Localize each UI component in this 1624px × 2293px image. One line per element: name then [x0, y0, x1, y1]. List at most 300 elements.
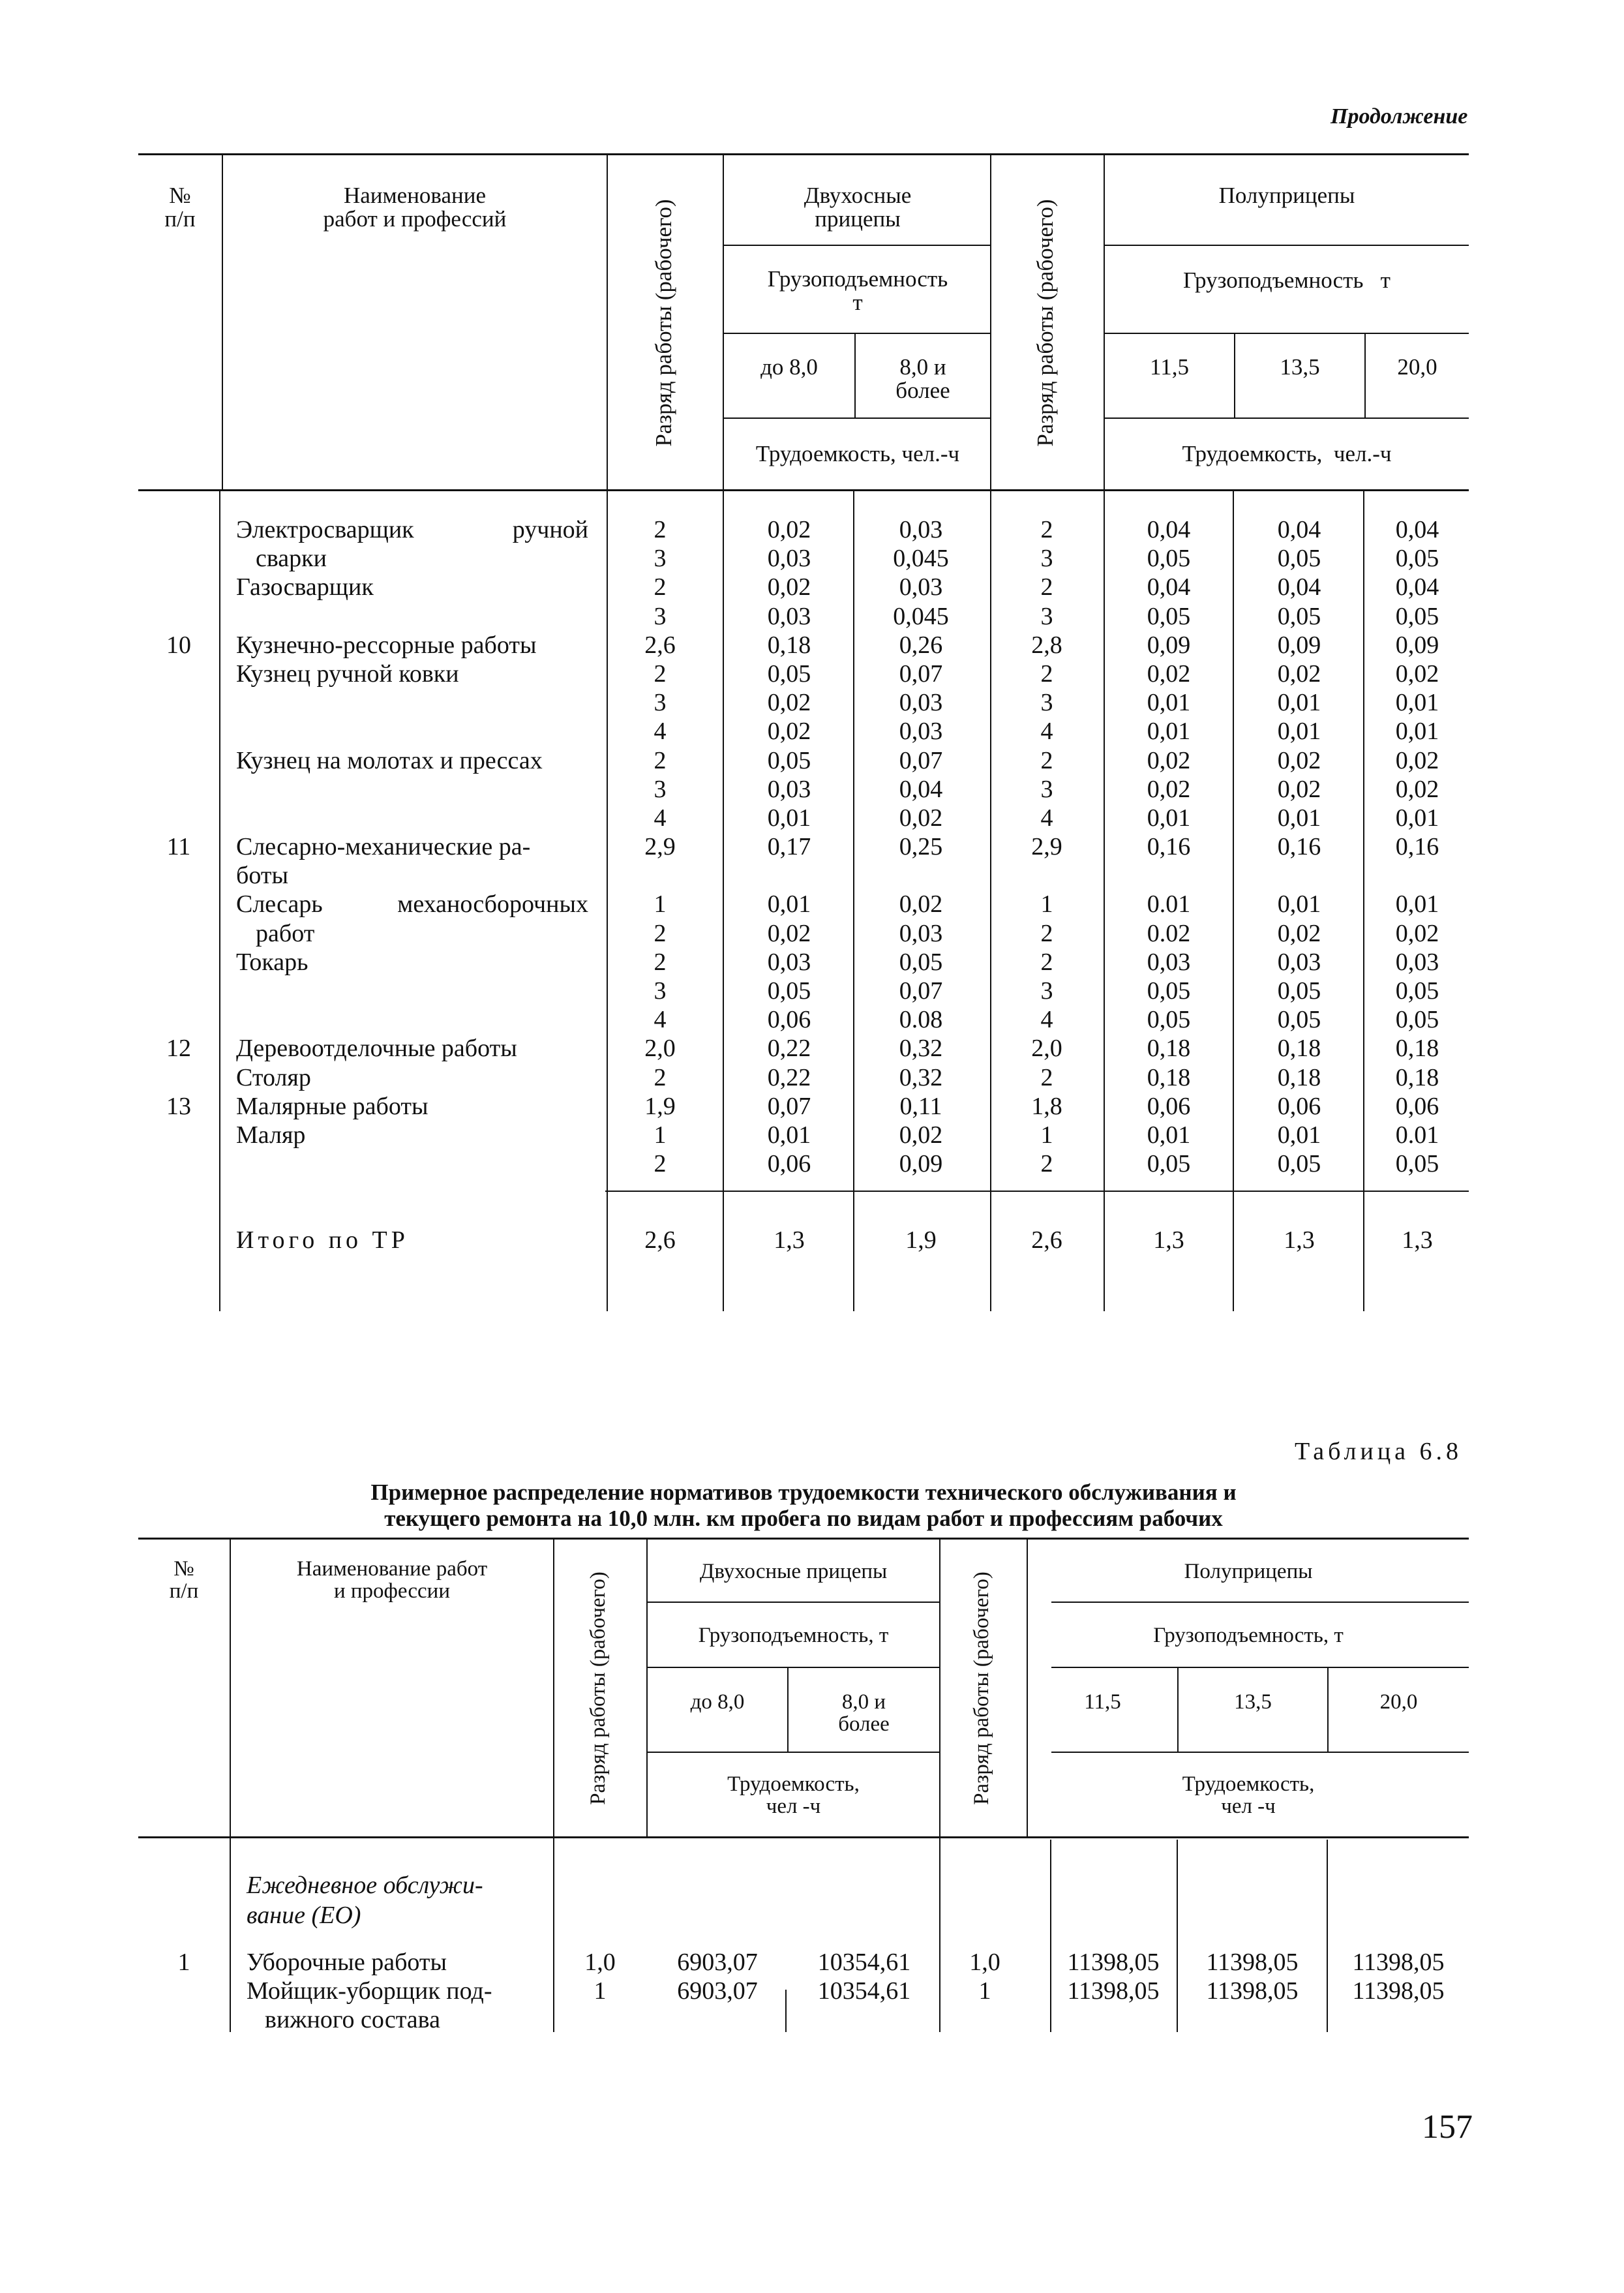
t1-cell-a: 0,02 — [767, 689, 811, 717]
t1-cell-rank2: 2 — [1040, 948, 1053, 976]
t1-total-s200: 1,3 — [1402, 1226, 1433, 1254]
t2-cell-num — [138, 2005, 230, 2034]
t1-cell-num — [138, 1063, 219, 1092]
t2-column-rank2 — [946, 1948, 1024, 2034]
t2-header-capacity: Грузоподъемность, т — [698, 1624, 889, 1647]
t1-cell-s1: 0,02 — [1147, 746, 1191, 774]
t1-header-rank: Разряд работы (рабочего) — [651, 199, 676, 447]
t1-cell-s3: 0,01 — [1395, 804, 1439, 832]
t1-header-s135: 13,5 — [1280, 354, 1320, 380]
t1-header-labor-semi: Трудоемкость, чел.-ч — [1182, 441, 1392, 466]
t1-header-semi: Полуприцепы — [1218, 183, 1355, 208]
t2-header-num: № п/п — [169, 1557, 199, 1603]
t2-cell-b: 10354,61 — [817, 1949, 911, 1976]
t2-cell-b: 10354,61 — [817, 1977, 911, 2005]
t1-cell-rank2: 2 — [1040, 746, 1053, 774]
t2-header-rule-3b — [1051, 1752, 1469, 1753]
t2-top-rule — [138, 1538, 1469, 1540]
t1-cell-rank: 2 — [654, 1150, 667, 1178]
t2-header-rank2: Разряд работы (рабочего) — [970, 1572, 993, 1805]
t1-cell-rank: 3 — [654, 977, 667, 1005]
t1-cell-a: 0,02 — [767, 573, 811, 601]
t1-cell-a: 0,03 — [767, 545, 811, 573]
t1-cell-s2: 0,02 — [1277, 660, 1321, 688]
t1-cell-s2: 0,16 — [1277, 833, 1321, 861]
t1-cell-num — [138, 573, 219, 601]
t1-cell-s1: 0.01 — [1147, 890, 1191, 919]
t1-cell-a: 0,22 — [767, 1035, 811, 1063]
t1-cell-b: 0,03 — [899, 718, 943, 746]
t1-header-rule-3b — [1104, 418, 1469, 419]
t1-cell-rank: 1,9 — [644, 1092, 676, 1120]
t1-cell-num — [138, 775, 219, 804]
t1-cell-name — [236, 775, 594, 804]
t2-vrule-name — [553, 1538, 554, 2032]
t1-cell-num — [138, 1121, 219, 1149]
t2-header-two-axle: Двухосные прицепы — [699, 1560, 888, 1583]
t1-vrule-name — [219, 491, 220, 1311]
t1-cell-rank2: 1,8 — [1031, 1092, 1062, 1120]
t2-header-s115: 11,5 — [1084, 1690, 1121, 1714]
t1-header-capacity: Грузоподъемность т — [767, 266, 948, 315]
t1-header-rule-3 — [724, 418, 991, 419]
t2-vrule-upto8-body — [785, 1990, 787, 2032]
t1-cell-s2: 0,06 — [1277, 1092, 1321, 1120]
t1-cell-name: Слесарь механосборочных — [236, 890, 588, 919]
t1-cell-rank2: 3 — [1040, 602, 1053, 630]
t1-cell-s3: 0,05 — [1395, 1150, 1439, 1178]
t1-cell-s3: 0,05 — [1395, 977, 1439, 1005]
t1-cell-name: работ — [256, 919, 315, 947]
t1-cell-s1: 0,05 — [1147, 602, 1191, 630]
t2-cell-num — [138, 1977, 230, 2005]
t1-cell-s1: 0,06 — [1147, 1092, 1191, 1120]
t1-cell-s2: 0,09 — [1277, 631, 1321, 659]
t1-cell-b: 0,045 — [893, 602, 949, 630]
t1-cell-s2: 0,05 — [1277, 545, 1321, 573]
t1-cell-s3: 0,01 — [1395, 890, 1439, 919]
t1-cell-a: 0,07 — [767, 1092, 811, 1120]
t1-cell-num — [138, 804, 219, 832]
t1-cell-rank2: 2 — [1040, 919, 1053, 947]
t1-cell-a: 0,05 — [767, 660, 811, 688]
t1-cell-rank: 4 — [654, 718, 667, 746]
t1-cell-b: 0,02 — [899, 890, 943, 919]
t1-cell-s1: 0,05 — [1147, 1006, 1191, 1034]
t2-header-over8: 8,0 и более — [838, 1690, 890, 1736]
t1-cell-rank2: 4 — [1040, 804, 1053, 832]
t1-cell-name: Кузнец ручной ковки — [236, 660, 459, 688]
t2-cell-rank2: 1,0 — [969, 1949, 1000, 1976]
t2-cell-s2: 11398,05 — [1206, 1949, 1299, 1976]
t1-cell-rank: 2 — [654, 516, 667, 543]
continuation-label: Продолжение — [1331, 104, 1468, 129]
t2-column-upto8 — [662, 1948, 773, 2034]
t1-cell-a: 0,17 — [767, 833, 811, 861]
t1-cell-a: 0,03 — [767, 948, 811, 976]
t1-cell-name — [236, 602, 594, 631]
page-number: 157 — [1422, 2108, 1473, 2146]
t1-cell-s3: 0,18 — [1395, 1063, 1439, 1091]
t1-cell-rank2: 3 — [1040, 977, 1053, 1005]
t2-header-rule-2 — [648, 1667, 939, 1668]
t1-header-two-axle: Двухосные прицепы — [804, 183, 912, 232]
t1-cell-rank2: 2 — [1040, 516, 1053, 543]
t2-cell-b — [805, 2005, 923, 2034]
t1-cell-s2: 0,01 — [1277, 718, 1321, 746]
t2-cell-s2 — [1178, 2005, 1327, 2034]
t1-cell-s3: 0,05 — [1395, 1006, 1439, 1034]
t1-cell-s2: 0,05 — [1277, 977, 1321, 1005]
t2-cell-rank: 1,0 — [584, 1949, 616, 1976]
t2-header-labor: Трудоемкость, чел -ч — [727, 1772, 860, 1818]
t2-cell-s1: 11398,05 — [1067, 1949, 1160, 1976]
t1-total-s135: 1,3 — [1284, 1226, 1315, 1254]
t1-header-rule-1b — [1104, 245, 1469, 246]
t2-column-s115 — [1050, 1948, 1177, 2034]
t1-total-rank2: 2,6 — [1031, 1226, 1062, 1254]
t1-cell-s3: 0,01 — [1395, 689, 1439, 717]
t1-header-rank2: Разряд работы (рабочего) — [1032, 199, 1058, 447]
t1-cell-a: 0,03 — [767, 602, 811, 630]
t1-column-name — [236, 515, 594, 1178]
t2-cell-a: 6903,07 — [677, 1949, 758, 1976]
t1-cell-s3: 0,18 — [1395, 1035, 1439, 1063]
t1-cell-s1: 0,02 — [1147, 660, 1191, 688]
t1-cell-num: 10 — [166, 631, 191, 659]
t1-cell-s2: 0,05 — [1277, 602, 1321, 630]
t2-header-rank: Разряд работы (рабочего) — [586, 1572, 610, 1805]
t1-cell-rank2: 4 — [1040, 1006, 1053, 1034]
t1-cell-num — [138, 1005, 219, 1034]
t2-cell-rank — [561, 2005, 639, 2034]
t1-cell-name: Токарь — [236, 948, 308, 976]
t1-cell-a: 0,06 — [767, 1150, 811, 1178]
t1-header-bottom-rule — [138, 489, 1469, 491]
t1-cell-s2: 0,01 — [1277, 1121, 1321, 1149]
t1-cell-rank2: 2,0 — [1031, 1035, 1062, 1063]
t2-header-labor-semi: Трудоемкость, чел -ч — [1182, 1772, 1315, 1818]
t1-cell-b: 0,03 — [899, 689, 943, 717]
t1-cell-rank2: 3 — [1040, 545, 1053, 573]
t1-total-upto8: 1,3 — [774, 1226, 805, 1254]
t1-cell-s2: 0,01 — [1277, 689, 1321, 717]
t1-vrule-semi — [1104, 153, 1105, 1311]
t1-cell-s3: 0,05 — [1395, 602, 1439, 630]
t1-cell-s1: 0,09 — [1147, 631, 1191, 659]
t1-total-rule — [605, 1191, 1469, 1192]
t1-cell-num: 11 — [166, 833, 191, 861]
t1-header-s200: 20,0 — [1397, 354, 1437, 380]
t1-cell-b: 0,11 — [899, 1092, 942, 1120]
t2-header-semi: Полуприцепы — [1184, 1560, 1313, 1583]
t2-cell-name: Уборочные работы — [247, 1949, 447, 1976]
t1-cell-s2: 0,05 — [1277, 1006, 1321, 1034]
t2-header-rule-2b — [1051, 1667, 1469, 1668]
t1-cell-name — [236, 977, 594, 1005]
t1-cell-num — [138, 919, 219, 948]
t2-section-eo: Ежедневное обслужи- вание (ЕО) — [247, 1872, 483, 1929]
t1-cell-s3: 0,16 — [1395, 833, 1439, 861]
t1-cell-b: 0,03 — [899, 516, 943, 543]
t1-cell-num — [138, 688, 219, 717]
t1-cell-rank: 2,9 — [644, 833, 676, 861]
t1-cell-s3: 0,01 — [1395, 718, 1439, 746]
t1-header-num: № п/п — [164, 183, 196, 232]
t1-cell-s1: 0,18 — [1147, 1063, 1191, 1091]
t1-cell-name: Слесарно-механические ра- — [236, 833, 531, 861]
t2-header-bottom-rule — [138, 1836, 1469, 1838]
t1-cell-a: 0,05 — [767, 746, 811, 774]
t1-header-s115: 11,5 — [1150, 354, 1189, 380]
t1-cell-num — [138, 948, 219, 977]
t1-cell-b: 0,09 — [899, 1150, 943, 1178]
t1-cell-s3: 0,02 — [1395, 660, 1439, 688]
t1-cell-s1: 0,18 — [1147, 1035, 1191, 1063]
t1-cell-rank: 2 — [654, 573, 667, 601]
t1-cell-s3: 0,06 — [1395, 1092, 1439, 1120]
table-2-label: Таблица 6.8 — [1295, 1438, 1463, 1465]
t1-cell-s2: 0,01 — [1277, 890, 1321, 919]
t2-header-capacity-semi: Грузоподъемность, т — [1153, 1624, 1344, 1647]
t1-cell-rank: 2 — [654, 746, 667, 774]
t2-cell-s1 — [1050, 2005, 1177, 2034]
t1-cell-rank: 2 — [654, 1063, 667, 1091]
t1-column-s200 — [1375, 515, 1460, 1178]
t1-cell-name — [236, 1149, 594, 1178]
t1-cell-s1 — [1123, 861, 1214, 890]
t1-cell-s2 — [1254, 861, 1345, 890]
t1-cell-s2: 0,02 — [1277, 746, 1321, 774]
t1-cell-s2: 0,04 — [1277, 516, 1321, 543]
t1-vrule-two-axle — [723, 153, 724, 1311]
t1-cell-num — [138, 660, 219, 688]
t2-cell-rank: 1 — [594, 1977, 607, 2005]
t1-cell-b: 0,05 — [899, 948, 943, 976]
t1-cell-b: 0,26 — [899, 631, 943, 659]
t1-cell-rank2: 2 — [1040, 1150, 1053, 1178]
t1-cell-s1: 0,05 — [1147, 1150, 1191, 1178]
t1-cell-num — [138, 977, 219, 1005]
t1-column-num — [138, 515, 219, 1178]
t1-cell-b: 0,04 — [899, 775, 943, 803]
t1-cell-a: 0,01 — [767, 804, 811, 832]
t1-column-rank2 — [1014, 515, 1079, 1178]
t1-total-s115: 1,3 — [1153, 1226, 1184, 1254]
t1-cell-rank: 2,6 — [644, 631, 676, 659]
t1-cell-s3: 0,02 — [1395, 919, 1439, 947]
t1-cell-s3: 0,02 — [1395, 746, 1439, 774]
t1-cell-s1: 0,03 — [1147, 948, 1191, 976]
t1-cell-rank: 2 — [654, 919, 667, 947]
t1-cell-s2: 0,18 — [1277, 1035, 1321, 1063]
t1-cell-s1: 0.02 — [1147, 919, 1191, 947]
t1-header-over8: 8,0 и более — [895, 354, 950, 403]
t1-cell-rank: 3 — [654, 689, 667, 717]
t1-header-upto8: до 8,0 — [760, 354, 818, 380]
t1-cell-b: 0,32 — [899, 1035, 943, 1063]
t1-cell-name — [236, 804, 594, 832]
t1-cell-name: Кузнечно-рессорные работы — [236, 631, 537, 659]
t1-cell-b: 0,02 — [899, 804, 943, 832]
t1-cell-s3: 0,09 — [1395, 631, 1439, 659]
t2-header-rule-1 — [648, 1602, 939, 1603]
t1-cell-num — [138, 602, 219, 631]
t2-column-s135 — [1178, 1948, 1327, 2034]
t1-cell-name: сварки — [256, 545, 327, 573]
t1-cell-rank2: 3 — [1040, 689, 1053, 717]
t1-header-capacity-semi: Грузоподъемность т — [1183, 267, 1391, 293]
t1-cell-a: 0,01 — [767, 1121, 811, 1149]
t1-cell-rank: 4 — [654, 804, 667, 832]
t1-cell-b: 0,32 — [899, 1063, 943, 1091]
t1-cell-rank: 3 — [654, 775, 667, 803]
t2-cell-name: вижного состава — [265, 2006, 440, 2033]
t1-cell-b: 0,25 — [899, 833, 943, 861]
t2-column-over8 — [805, 1948, 923, 2034]
t1-vrule-upto8-body — [853, 491, 854, 1311]
t1-cell-rank2 — [1014, 861, 1079, 890]
t1-header-rule-2 — [724, 333, 991, 334]
t1-cell-rank2: 4 — [1040, 718, 1053, 746]
t1-cell-s1: 0,16 — [1147, 833, 1191, 861]
t1-cell-s1: 0,01 — [1147, 1121, 1191, 1149]
t1-cell-num: 13 — [166, 1092, 191, 1120]
t1-cell-s3: 0,02 — [1395, 775, 1439, 803]
t1-cell-num — [138, 515, 219, 544]
t1-cell-s2: 0,05 — [1277, 1150, 1321, 1178]
t1-cell-a: 0,18 — [767, 631, 811, 659]
t1-cell-s1: 0,04 — [1147, 573, 1191, 601]
t1-cell-rank: 2 — [654, 948, 667, 976]
t2-header-rule-1b — [1051, 1602, 1469, 1603]
t2-header-name: Наименование работ и профессии — [296, 1557, 488, 1603]
t1-cell-s1: 0,05 — [1147, 545, 1191, 573]
t1-cell-rank2: 2 — [1040, 1063, 1053, 1091]
t1-cell-s2: 0,04 — [1277, 573, 1321, 601]
t1-cell-b: 0,07 — [899, 660, 943, 688]
t1-cell-name — [236, 1005, 594, 1034]
t1-cell-rank2: 2,9 — [1031, 833, 1062, 861]
t1-cell-b: 0,02 — [899, 1121, 943, 1149]
t1-cell-b: 0,03 — [899, 573, 943, 601]
t1-vrule-rank — [607, 153, 608, 1311]
t1-cell-b — [875, 861, 967, 890]
t2-cell-name: Мойщик-уборщик под- — [247, 1977, 492, 2005]
t1-cell-s1: 0,02 — [1147, 775, 1191, 803]
t2-column-s200 — [1328, 1948, 1469, 2034]
t1-cell-b: 0.08 — [899, 1006, 943, 1034]
t1-column-over8 — [875, 515, 967, 1178]
t1-cell-s3: 0,03 — [1395, 948, 1439, 976]
t1-cell-s2: 0,03 — [1277, 948, 1321, 976]
t1-cell-name: Малярные работы — [236, 1092, 429, 1120]
t1-cell-s3: 0.01 — [1395, 1121, 1439, 1149]
t2-cell-a: 6903,07 — [677, 1977, 758, 2005]
t1-cell-s1: 0,01 — [1147, 689, 1191, 717]
t2-cell-s3: 11398,05 — [1352, 1949, 1445, 1976]
t1-cell-rank2: 2 — [1040, 660, 1053, 688]
t1-cell-name: Электросварщик ручной — [236, 516, 588, 543]
t1-total-label: Итого по ТР — [236, 1226, 409, 1254]
t2-header-rule-3 — [648, 1752, 939, 1753]
t1-top-rule — [138, 153, 1469, 155]
t1-cell-rank2: 2,8 — [1031, 631, 1062, 659]
t1-cell-num — [138, 890, 219, 919]
t1-header-rule-1 — [724, 245, 991, 246]
t1-cell-rank: 2,0 — [644, 1035, 676, 1063]
t1-cell-rank: 3 — [654, 545, 667, 573]
t1-cell-s1: 0,05 — [1147, 977, 1191, 1005]
t1-cell-s3: 0,05 — [1395, 545, 1439, 573]
t1-cell-b: 0,03 — [899, 919, 943, 947]
t1-cell-a: 0,02 — [767, 516, 811, 543]
t1-cell-name: Маляр — [236, 1121, 306, 1149]
t1-header-name: Наименование работ и профессий — [323, 183, 507, 232]
t1-cell-s3: 0,04 — [1395, 516, 1439, 543]
t1-cell-a — [744, 861, 835, 890]
t2-cell-rank2: 1 — [978, 1977, 991, 2005]
t1-cell-s2: 0,02 — [1277, 775, 1321, 803]
t1-cell-b: 0,07 — [899, 746, 943, 774]
t1-cell-rank: 3 — [654, 602, 667, 630]
t1-header-rule-2b — [1104, 333, 1469, 334]
table-2-title: Примерное распределение нормативов трудоемкости технического обслуживания и текущего ремонта на 10,0 млн. км пробега по видам работ и профессиям рабочих — [370, 1480, 1237, 1531]
t1-cell-a: 0,02 — [767, 718, 811, 746]
t1-cell-name: Столяр — [236, 1063, 311, 1091]
t2-cell-num: 1 — [177, 1949, 190, 1976]
t1-cell-rank: 2 — [654, 660, 667, 688]
t2-cell-rank2 — [946, 2005, 1024, 2034]
t2-cell-s3 — [1328, 2005, 1469, 2034]
t1-cell-s3 — [1375, 861, 1460, 890]
t2-cell-a — [662, 2005, 773, 2034]
t1-total-over8: 1,9 — [905, 1226, 937, 1254]
t1-cell-a: 0,01 — [767, 890, 811, 919]
t1-cell-s2: 0,18 — [1277, 1063, 1321, 1091]
t1-vrule-rank2 — [990, 153, 991, 1311]
t1-cell-rank: 4 — [654, 1006, 667, 1034]
t1-column-s135 — [1254, 515, 1345, 1178]
t1-cell-num — [138, 1149, 219, 1178]
t1-cell-name: Деревоотделочные работы — [236, 1035, 517, 1063]
t1-cell-rank2: 2 — [1040, 573, 1053, 601]
t1-cell-a: 0,05 — [767, 977, 811, 1005]
t1-cell-rank: 1 — [654, 890, 667, 919]
t2-column-name — [247, 1948, 547, 2034]
t1-cell-num — [138, 717, 219, 746]
t1-cell-name: Кузнец на молотах и прессах — [236, 746, 543, 774]
t2-column-num — [138, 1948, 230, 2034]
t1-cell-s3: 0,04 — [1395, 573, 1439, 601]
t1-cell-rank2: 3 — [1040, 775, 1053, 803]
t2-header-upto8: до 8,0 — [690, 1690, 745, 1714]
t1-cell-s2: 0,01 — [1277, 804, 1321, 832]
t1-header-labor: Трудоемкость, чел.-ч — [755, 441, 960, 466]
t1-cell-s1: 0,01 — [1147, 804, 1191, 832]
t1-cell-s2: 0,02 — [1277, 919, 1321, 947]
t2-vrule-num — [230, 1538, 231, 2032]
t2-vrule-rank2 — [939, 1538, 940, 2032]
t1-cell-num — [138, 544, 219, 573]
t2-cell-s2: 11398,05 — [1206, 1977, 1299, 2005]
t1-cell-rank2: 1 — [1040, 1121, 1053, 1149]
t1-column-upto8 — [744, 515, 835, 1178]
t1-column-s115 — [1123, 515, 1214, 1178]
t2-cell-s1: 11398,05 — [1067, 1977, 1160, 2005]
t1-cell-rank: 1 — [654, 1121, 667, 1149]
t1-cell-rank — [627, 861, 693, 890]
